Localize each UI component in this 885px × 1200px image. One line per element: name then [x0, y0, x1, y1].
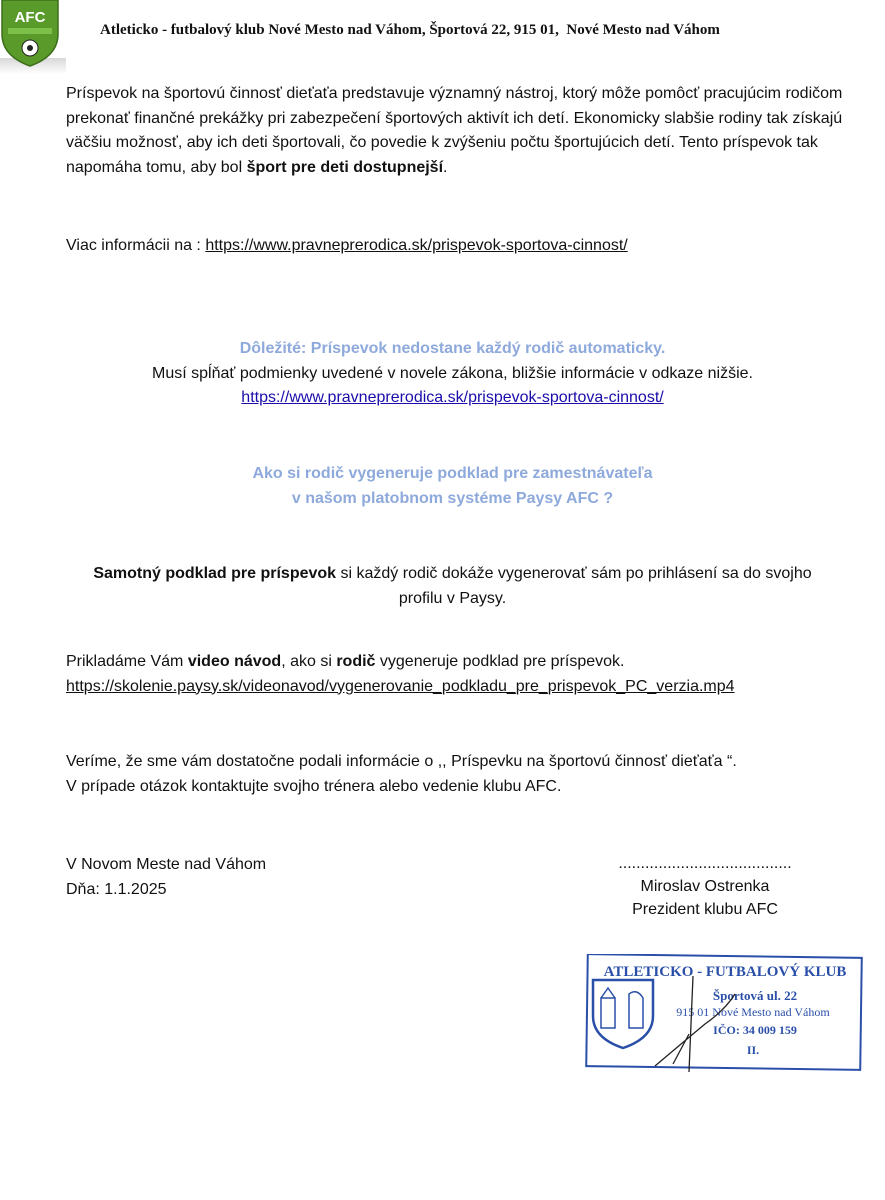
logo-text: AFC	[14, 9, 46, 26]
club-stamp	[585, 954, 863, 1072]
signatory	[600, 852, 810, 921]
intro-paragraph: Príspevok na športovú činnosť dieťaťa predstavuje významný nástroj, ktorý môže pomôcť pracujúcim rodičom prekonať finančné prekážky pri zabezpečení športových aktivít ich detí. Ekonomicky slabšie rodiny tak získajú väčšiu možnosť, aby ich deti športovali, čo povedie k zvýšeniu počtu športujúcich detí. Tento príspevok tak napomáha tomu, aby bol šport pre deti dostupnejší.	[66, 85, 843, 176]
important-block	[40, 337, 865, 411]
video-link[interactable]: https://skolenie.paysy.sk/videonavod/vygenerovanie_podkladu_pre_prispevok_PC_verzia.mp4	[66, 677, 735, 695]
signatory-title: Prezident klubu AFC	[632, 901, 778, 918]
self-emphasis: Samotný podklad pre príspevok	[93, 565, 337, 582]
place: V Novom Meste nad Váhom	[66, 856, 267, 873]
stamp-line4: IČO: 34 009 159	[713, 1023, 797, 1037]
date: Dňa: 1.1.2025	[66, 880, 167, 898]
more-info-line: Viac informácii na : https://www.pravneprerodica.sk/prispevok-sportova-cinnost/	[66, 237, 628, 254]
intro-emphasis: šport pre deti dostupnejší	[246, 158, 444, 176]
coat-of-arms-icon	[593, 980, 653, 1048]
letterhead: Atleticko - futbalový klub Nové Mesto nad Váhom, Športová 22, 915 01, Nové Mesto nad Váhom	[100, 22, 720, 38]
important-link[interactable]: https://www.pravneprerodica.sk/prispevok-sportova-cinnost/	[241, 389, 664, 406]
self-generation-text: Samotný podklad pre príspevok si každý rodič dokáže vygenerovať sám po prihlásení sa do svojho profilu v Paysy.	[93, 565, 812, 607]
signatory-name: Miroslav Ostrenka	[640, 878, 770, 895]
club-logo	[0, 0, 60, 72]
stamp-line5: II.	[746, 1043, 760, 1057]
stamp-line2: Športová ul. 22	[712, 988, 798, 1003]
signature-line: .......................................	[618, 855, 792, 872]
place-date	[66, 853, 366, 902]
video-paragraph: Prikladáme Vám video návod, ako si rodič vygeneruje podklad pre príspevok. https://skolenie.paysy.sk/videonavod/vygenerovanie_podkladu_pre_prispevok_PC_verzia.mp4	[66, 653, 735, 695]
more-info-link[interactable]: https://www.pravneprerodica.sk/prispevok-sportova-cinnost/	[205, 237, 628, 254]
stamp-line1: ATLETICKO - FUTBALOVÝ KLUB	[603, 964, 847, 980]
closing-paragraph: Veríme, že sme vám dostatočne podali informácie o ,, Príspevku na športovú činnosť dieťaťa “. V prípade otázok kontaktujte svojho trénera alebo vedenie klubu AFC.	[66, 753, 737, 795]
howto-heading: Ako si rodič vygeneruje podklad pre zamestnávateľa v našom platobnom systéme Paysy AFC ?	[252, 465, 653, 507]
important-heading: Dôležité: Príspevok nedostane každý rodič automaticky.	[239, 340, 666, 357]
important-text: Musí spĺňať podmienky uvedené v novele zákona, bližšie informácie v odkaze nižšie.	[152, 364, 753, 382]
stamp-line3: 915 01 Nové Mesto nad Váhom	[676, 1005, 830, 1019]
